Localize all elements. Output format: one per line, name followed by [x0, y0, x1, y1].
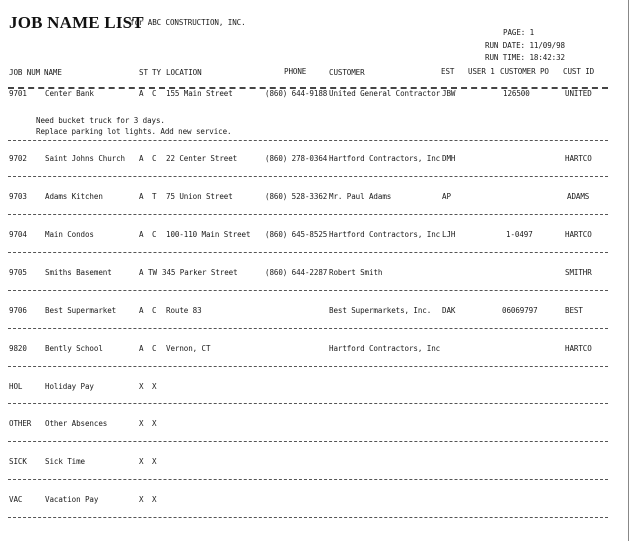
run-time [485, 52, 565, 62]
job-number: 9702 [9, 153, 27, 163]
job-name: Holiday Pay [45, 381, 94, 391]
job-cust-id: UNITED [565, 88, 592, 98]
job-phone: (860) 645-8525 [265, 229, 328, 239]
row-divider [8, 366, 608, 367]
table-row [0, 494, 630, 506]
job-number: HOL [9, 381, 23, 391]
col-header-est: EST [441, 66, 455, 76]
job-customer-po: 126500 [503, 88, 530, 98]
job-phone: (860) 644-2287 [265, 267, 328, 277]
table-row [0, 305, 630, 317]
job-type: X [152, 381, 157, 391]
job-status: X [139, 494, 144, 504]
job-name: Bently School [45, 343, 103, 353]
job-status: A [139, 343, 144, 353]
job-note: Need bucket truck for 3 days. [36, 115, 165, 125]
job-status: A [139, 229, 144, 239]
col-header-customer: CUSTOMER [329, 67, 365, 77]
job-name: Sick Time [45, 456, 85, 466]
table-row [0, 153, 630, 165]
row-divider [8, 479, 608, 480]
col-header-location: LOCATION [166, 67, 202, 77]
job-cust-id: HARTCO [565, 343, 592, 353]
row-divider [8, 290, 608, 291]
page-value: 1 [529, 27, 535, 37]
job-location: 100-110 Main Street [166, 229, 251, 239]
job-status: A [139, 153, 144, 163]
table-row [0, 88, 630, 100]
job-number: 9701 [9, 88, 27, 98]
job-cust-id: HARTCO [565, 229, 592, 239]
table-row [0, 229, 630, 241]
job-customer: Robert Smith [329, 267, 383, 277]
job-cust-id: BEST [565, 305, 583, 315]
job-estimator: AP [442, 191, 451, 201]
job-customer: Best Supermarkets, Inc. [329, 305, 432, 315]
job-name: Best Supermarket [45, 305, 117, 315]
table-row [0, 191, 630, 203]
job-cust-id: HARTCO [565, 153, 592, 163]
job-status: X [139, 418, 144, 428]
job-location: 345 Parker Street [162, 267, 238, 277]
job-location: 22 Center Street [166, 153, 238, 163]
job-type: X [152, 456, 157, 466]
col-header-st: ST [139, 67, 148, 77]
col-header-user1: USER 1 [468, 66, 495, 76]
table-row [0, 343, 630, 355]
page-number [503, 27, 534, 37]
row-divider [8, 441, 608, 442]
row-divider [8, 403, 608, 404]
col-header-name: NAME [44, 67, 62, 77]
job-location: 75 Union Street [166, 191, 233, 201]
job-customer: Hartford Contractors, Inc [329, 343, 441, 353]
job-name: Adams Kitchen [45, 191, 103, 201]
job-customer-po: 06069797 [502, 305, 538, 315]
job-status: A [139, 305, 144, 315]
job-type: T [152, 191, 157, 201]
job-note: Replace parking lot lights. Add new service. [36, 126, 232, 136]
table-row [0, 418, 630, 430]
job-estimator: DAK [442, 305, 456, 315]
row-divider [8, 140, 608, 141]
col-header-job-num: JOB NUM [9, 67, 41, 77]
job-number: 9703 [9, 191, 27, 201]
row-divider [8, 214, 608, 215]
report-subtitle: for ABC CONSTRUCTION, INC. [130, 17, 246, 27]
col-header-cust-id: CUST ID [563, 66, 595, 76]
run-date-value: 11/09/98 [529, 40, 565, 50]
job-phone: (860) 528-3362 [265, 191, 328, 201]
job-customer: Mr. Paul Adams [329, 191, 392, 201]
job-name: Center Bank [45, 88, 94, 98]
page-label: PAGE: [503, 27, 526, 37]
job-name: Saint Johns Church [45, 153, 125, 163]
job-number: 9706 [9, 305, 27, 315]
run-time-value: 18:42:32 [529, 52, 565, 62]
job-type: X [152, 418, 157, 428]
job-type: C [152, 153, 157, 163]
job-status: A [139, 88, 144, 98]
run-date [485, 40, 565, 50]
job-type: C [152, 229, 157, 239]
job-location: Route 83 [166, 305, 202, 315]
report-title: JOB NAME LIST [9, 13, 144, 32]
job-status: A [139, 267, 144, 277]
job-cust-id: ADAMS [567, 191, 590, 201]
table-row [0, 381, 630, 393]
job-status: X [139, 456, 144, 466]
table-row [0, 456, 630, 468]
job-customer: Hartford Contractors, Inc [329, 153, 441, 163]
job-name: Other Absences [45, 418, 108, 428]
job-status: A [139, 191, 144, 201]
job-type: C [152, 343, 157, 353]
job-name: Smiths Basement [45, 267, 112, 277]
job-estimator: JBW [442, 88, 456, 98]
job-phone: (860) 644-9188 [265, 88, 328, 98]
row-divider [8, 517, 608, 518]
run-time-label: RUN TIME: [485, 52, 525, 62]
job-location: Vernon, CT [166, 343, 211, 353]
job-number: OTHER [9, 418, 32, 428]
job-name: Main Condos [45, 229, 94, 239]
job-estimator: LJH [442, 229, 456, 239]
job-number: VAC [9, 494, 23, 504]
job-phone: (860) 278-0364 [265, 153, 328, 163]
job-type: C [152, 88, 157, 98]
job-estimator: DMH [442, 153, 456, 163]
col-header-phone: PHONE [284, 66, 307, 76]
col-header-ty: TY [152, 67, 161, 77]
job-number: 9820 [9, 343, 27, 353]
row-divider [8, 328, 608, 329]
job-cust-id: SMITHR [565, 267, 592, 277]
table-row [0, 267, 630, 279]
col-header-customer-po: CUSTOMER PO [500, 66, 549, 76]
job-status: X [139, 381, 144, 391]
job-name: Vacation Pay [45, 494, 99, 504]
row-divider [8, 252, 608, 253]
job-customer: Hartford Contractors, Inc [329, 229, 441, 239]
job-number: 9705 [9, 267, 27, 277]
job-number: 9704 [9, 229, 27, 239]
run-date-label: RUN DATE: [485, 40, 525, 50]
job-type: TW [148, 267, 157, 277]
page-edge [628, 0, 629, 541]
job-type: X [152, 494, 157, 504]
job-customer-po: 1-0497 [506, 229, 533, 239]
job-type: C [152, 305, 157, 315]
job-customer: United General Contractor [329, 88, 441, 98]
row-divider [8, 176, 608, 177]
job-number: SICK [9, 456, 27, 466]
job-location: 155 Main Street [166, 88, 233, 98]
